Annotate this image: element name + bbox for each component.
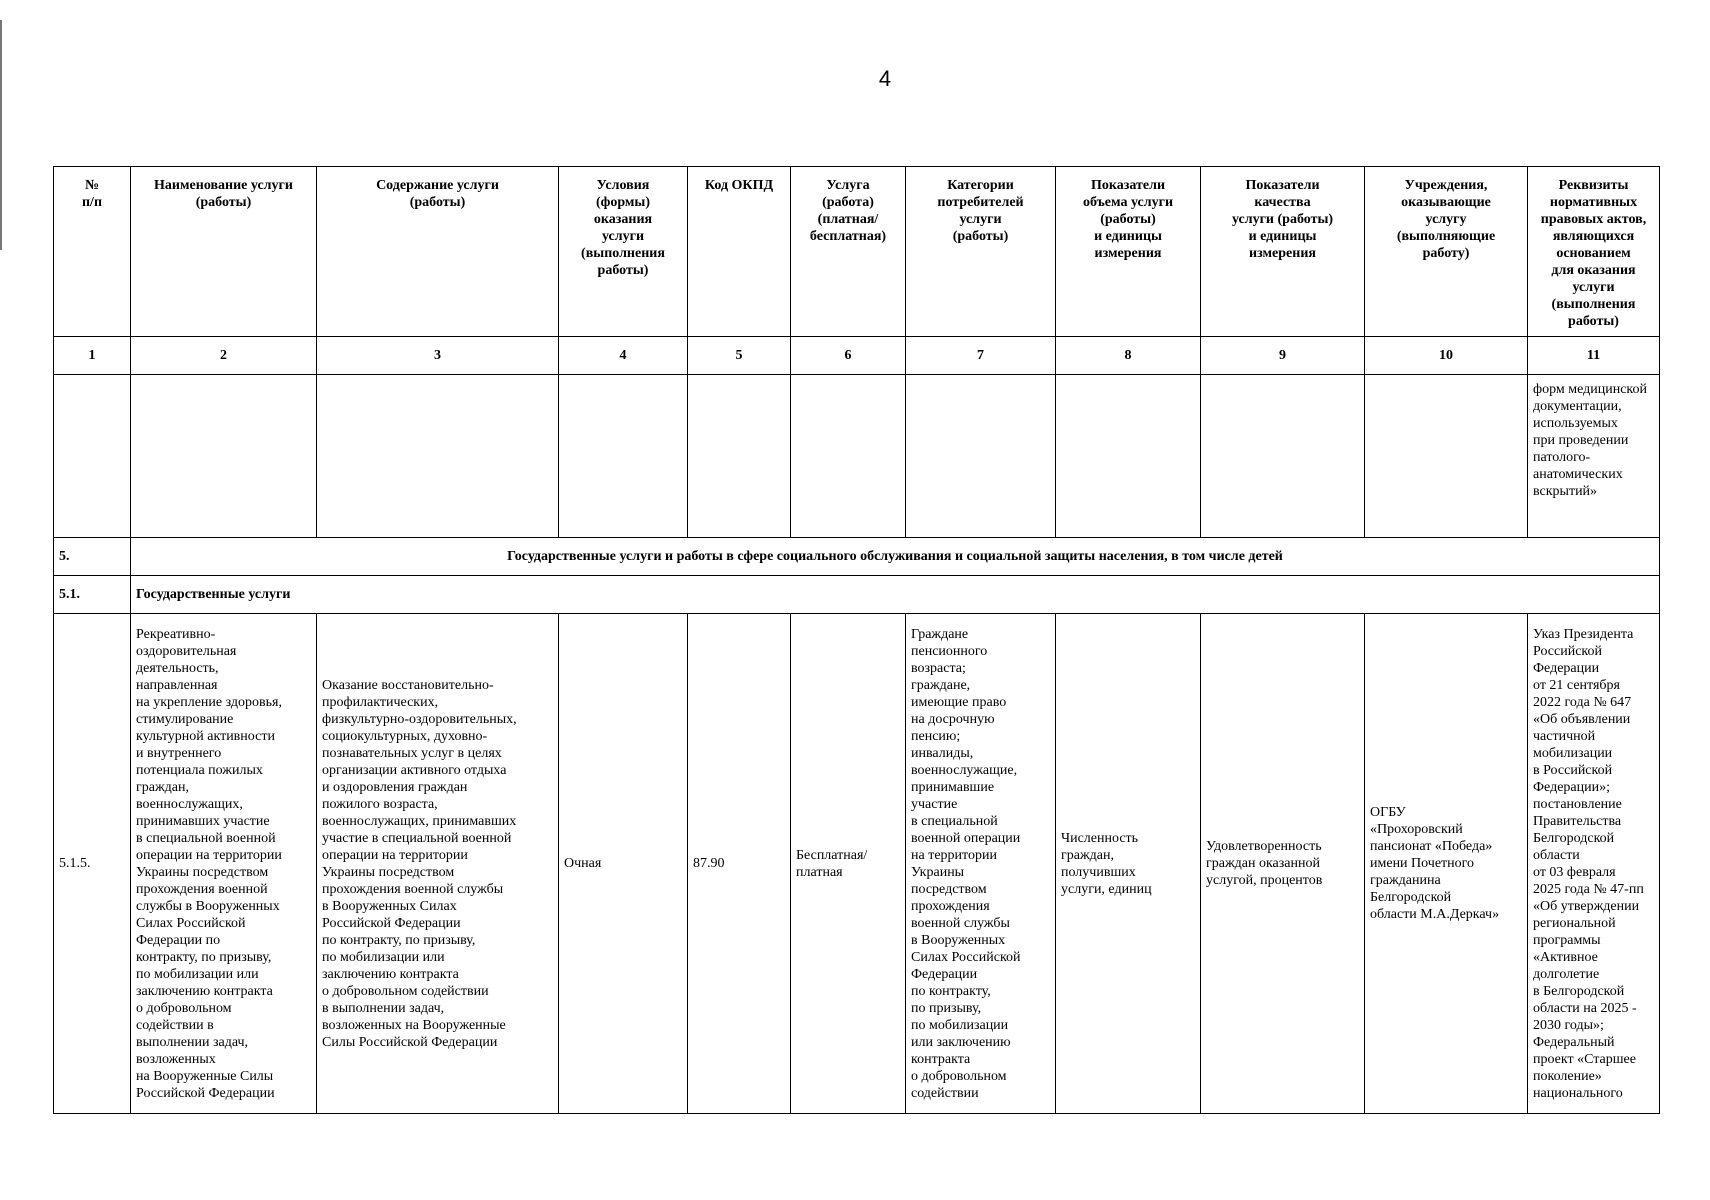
column-number: 2 [131, 337, 317, 375]
column-number: 11 [1528, 337, 1660, 375]
column-number-row [54, 337, 1660, 375]
subsection-number: 5.1. [54, 576, 131, 614]
row-number: 5.1.5. [54, 614, 131, 1114]
header-row [54, 167, 1660, 337]
column-number: 5 [688, 337, 791, 375]
column-number: 3 [317, 337, 559, 375]
paid-status: Бесплатная/ платная [791, 614, 906, 1114]
empty-cell [559, 375, 688, 538]
section-number: 5. [54, 538, 131, 576]
column-number: 8 [1056, 337, 1201, 375]
header-cell: Реквизиты нормативных правовых актов, являющихся основанием для оказания услуги (выполнения работы) [1528, 167, 1660, 337]
header-cell: Код ОКПД [688, 167, 791, 337]
header-cell: Условия (формы) оказания услуги (выполнения работы) [559, 167, 688, 337]
column-number: 9 [1201, 337, 1365, 375]
section-row [54, 538, 1660, 576]
okpd-code: 87.90 [688, 614, 791, 1114]
header-cell: Наименование услуги (работы) [131, 167, 317, 337]
column-number: 7 [906, 337, 1056, 375]
consumer-categories: Граждане пенсионного возраста; граждане, имеющие право на досрочную пенсию; инвалиды, военнослужащие, принимавшие участие в специальной военной операции на территории Украины посредством прохождения военной службы в Вооруженных Силах Российской Федерации по контракту, по призыву, по мобилизации или заключению контракта о добровольном содействии [906, 614, 1056, 1114]
empty-cell [1056, 375, 1201, 538]
service-content: Оказание восстановительно- профилактических, физкультурно-оздоровительных, социокультурных, духовно- познавательных услуг в целях организации активного отдыха и оздоровления граждан пожилого возраста, военнослужащих, принимавших участие в специальной военной операции на территории Украины посредством прохождения военной службы в Вооруженных Силах Российской Федерации по контракту, по призыву, по мобилизации или заключению контракта о добровольном содействии в выполнении задач, возложенных на Вооруженные Силы Российской Федерации [317, 614, 559, 1114]
column-number: 1 [54, 337, 131, 375]
empty-cell [1365, 375, 1528, 538]
header-cell: Показатели объема услуги (работы) и единицы измерения [1056, 167, 1201, 337]
header-cell: Учреждения, оказывающие услугу (выполняющие работу) [1365, 167, 1528, 337]
header-cell: Показатели качества услуги (работы) и единицы измерения [1201, 167, 1365, 337]
header-cell: Категории потребителей услуги (работы) [906, 167, 1056, 337]
column-number: 6 [791, 337, 906, 375]
header-cell: № п/п [54, 167, 131, 337]
column-number: 10 [1365, 337, 1528, 375]
services-table [53, 166, 1660, 1114]
service-conditions: Очная [559, 614, 688, 1114]
header-cell: Услуга (работа) (платная/ бесплатная) [791, 167, 906, 337]
header-cell: Содержание услуги (работы) [317, 167, 559, 337]
institution: ОГБУ «Прохоровский пансионат «Победа» имени Почетного гражданина Белгородской области М.А.Деркач» [1365, 614, 1528, 1114]
section-title: Государственные услуги и работы в сфере социального обслуживания и социальной защиты населения, в том числе детей [131, 538, 1660, 576]
continuation-legal-acts: форм медицинской документации, используемых при проведении патолого- анатомических вскрытий» [1528, 375, 1660, 538]
legal-acts: Указ Президента Российской Федерации от 21 сентября 2022 года № 647 «Об объявлении частичной мобилизации в Российской Федерации»; постановление Правительства Белгородской области от 03 февраля 2025 года № 47-пп «Об утверждении региональной программы «Активное долголетие в Белгородской области на 2025 - 2030 годы»; Федеральный проект «Старшее поколение» национального [1528, 614, 1660, 1114]
quality-indicators: Удовлетворенность граждан оказанной услугой, процентов [1201, 614, 1365, 1114]
volume-indicators: Численность граждан, получивших услуги, единиц [1056, 614, 1201, 1114]
subsection-row [54, 576, 1660, 614]
service-row [54, 614, 1660, 1114]
empty-cell [688, 375, 791, 538]
page-number: 4 [878, 66, 892, 91]
empty-cell [791, 375, 906, 538]
service-name: Рекреативно- оздоровительная деятельность, направленная на укрепление здоровья, стимулирование культурной активности и внутреннего потенциала пожилых граждан, военнослужащих, принимавших участие в специальной военной операции на территории Украины посредством прохождения военной службы в Вооруженных Силах Российской Федерации по контракту, по призыву, по мобилизации или заключению контракта о добровольном содействии в выполнении задач, возложенных на Вооруженные Силы Российской Федерации [131, 614, 317, 1114]
empty-cell [906, 375, 1056, 538]
empty-cell [131, 375, 317, 538]
column-number: 4 [559, 337, 688, 375]
subsection-title: Государственные услуги [131, 576, 1660, 614]
empty-cell [54, 375, 131, 538]
empty-cell [317, 375, 559, 538]
continuation-row [54, 375, 1660, 538]
empty-cell [1201, 375, 1365, 538]
scan-margin-mark [0, 20, 2, 250]
